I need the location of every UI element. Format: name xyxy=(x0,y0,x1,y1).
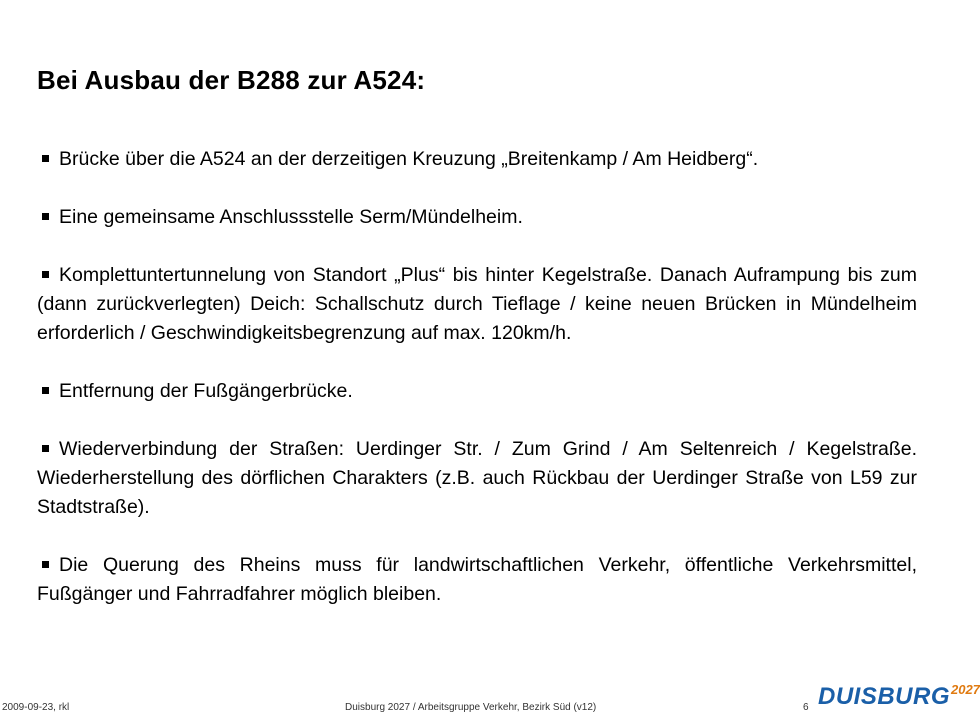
bullet-item xyxy=(37,377,917,406)
square-bullet-icon xyxy=(42,213,49,220)
bullet-text: Wiederverbindung der Straßen: Uerdinger Str. / Zum Grind / Am Seltenreich / Kegelstraße. Wiederherstellung des dörflichen Charakters (z.B. auch Rückbau der Uerdinger Straße von L59 zur Stadtstraße). xyxy=(37,438,917,518)
slide-footer xyxy=(0,699,960,720)
logo-year: 2027 xyxy=(951,682,980,697)
square-bullet-icon xyxy=(42,445,49,452)
bullet-text: Entfernung der Fußgängerbrücke. xyxy=(59,380,353,402)
square-bullet-icon xyxy=(42,155,49,162)
bullet-item xyxy=(37,261,917,348)
slide-title: Bei Ausbau der B288 zur A524: xyxy=(37,65,426,95)
footer-title: Duisburg 2027 / Arbeitsgruppe Verkehr, Bezirk Süd (v12) xyxy=(345,702,597,713)
square-bullet-icon xyxy=(42,561,49,568)
page-number: 6 xyxy=(803,702,809,713)
duisburg-2027-logo xyxy=(818,683,980,709)
bullet-list xyxy=(37,145,917,638)
footer-date-author: 2009-09-23, rkl xyxy=(2,702,70,713)
square-bullet-icon xyxy=(42,271,49,278)
square-bullet-icon xyxy=(42,387,49,394)
bullet-item xyxy=(37,145,917,174)
bullet-text: Die Querung des Rheins muss für landwirtschaftlichen Verkehr, öffentliche Verkehrsmittel, Fußgänger und Fahrradfahrer möglich bleiben. xyxy=(37,554,917,605)
bullet-item xyxy=(37,551,917,609)
bullet-text: Eine gemeinsame Anschlussstelle Serm/Mündelheim. xyxy=(59,206,523,228)
bullet-item xyxy=(37,435,917,522)
bullet-text: Brücke über die A524 an der derzeitigen Kreuzung „Breitenkamp / Am Heidberg“. xyxy=(59,148,759,170)
logo-word: DUISBURG xyxy=(818,683,951,710)
bullet-text: Komplettuntertunnelung von Standort „Plus“ bis hinter Kegelstraße. Danach Auframpung bis zum (dann zurückverlegten) Deich: Schallschutz durch Tieflage / keine neuen Brücken in Mündelheim erforderlich / Geschwindigkeitsbegrenzung auf max. 120km/h. xyxy=(37,264,917,344)
bullet-item xyxy=(37,203,917,232)
